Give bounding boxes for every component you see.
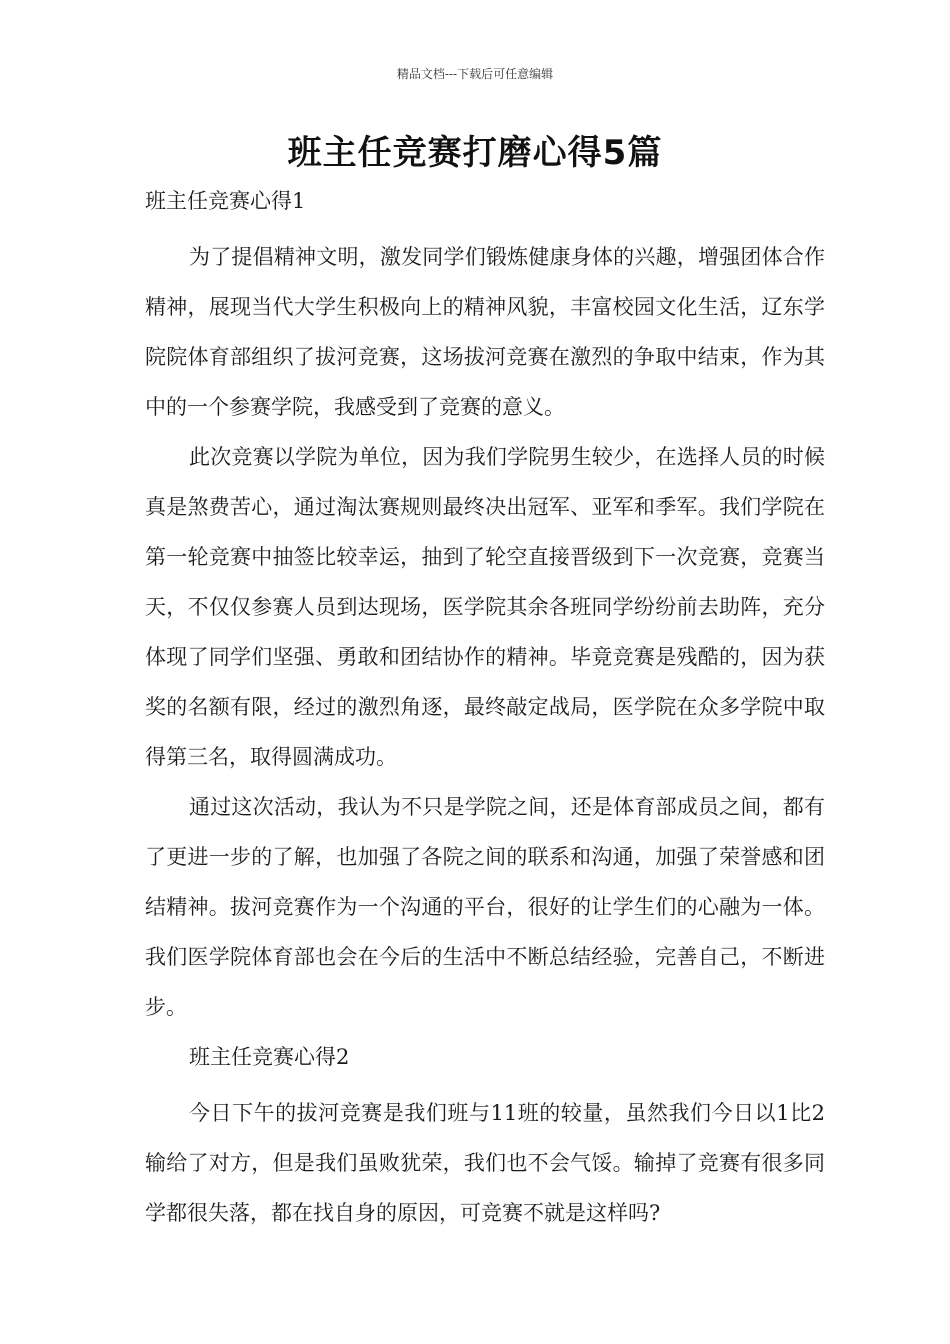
paragraph: 为了提倡精神文明，激发同学们锻炼健康身体的兴趣，增强团体合作精神，展现当代大学生积极向上的精神风貌，丰富校园文化生活，辽东学院院体育部组织了拔河竞赛，这场拔河竞赛在激烈的争取中结束，作为其中的一个参赛学院，我感受到了竞赛的意义。 [145,245,825,419]
paragraph: 此次竞赛以学院为单位，因为我们学院男生较少，在选择人员的时候真是煞费苦心，通过淘汰赛规则最终决出冠军、亚军和季军。我们学院在第一轮竞赛中抽签比较幸运，抽到了轮空直接晋级到下一次竞赛，竞赛当天，不仅仅参赛人员到达现场，医学院其余各班同学纷纷前去助阵，充分体现了同学们坚强、勇敢和团结协作的精神。毕竟竞赛是残酷的，因为获奖的名额有限，经过的激烈角逐，最终敲定战局，医学院在众多学院中取得第三名，取得圆满成功。 [145,445,825,769]
document-body [145,182,825,1238]
section-heading-1: 班主任竞赛心得1 [145,189,306,213]
section-heading-2: 班主任竞赛心得2 [189,1045,350,1069]
paragraph: 今日下午的拔河竞赛是我们班与11班的较量，虽然我们今日以1比2输给了对方，但是我们虽败犹荣，我们也不会气馁。输掉了竞赛有很多同学都很失落，都在找自身的原因，可竞赛不就是这样吗? [145,1101,825,1225]
document-title: 班主任竞赛打磨心得5篇 [287,133,663,173]
paragraph: 通过这次活动，我认为不只是学院之间，还是体育部成员之间，都有了更进一步的了解，也加强了各院之间的联系和沟通，加强了荣誉感和团结精神。拔河竞赛作为一个沟通的平台，很好的让学生们的心融为一体。我们医学院体育部也会在今后的生活中不断总结经验，完善自己，不断进步。 [145,795,825,1019]
header-note: 精品文档---下载后可任意编辑 [396,67,554,81]
